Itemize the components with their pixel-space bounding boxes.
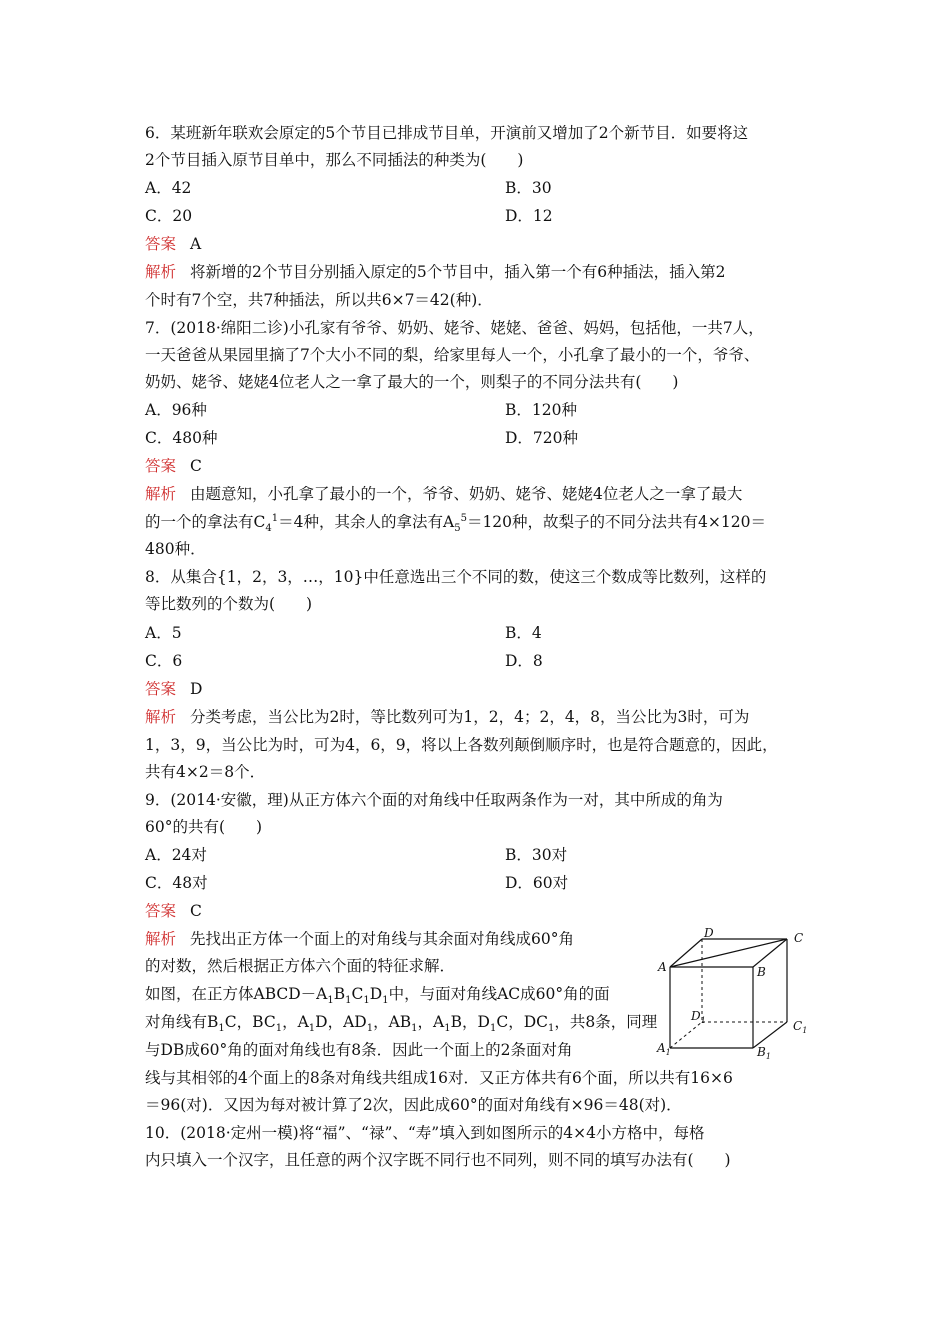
q8-stem-line2: 等比数列的个数为( ) [145,595,313,613]
q8-option-a: A．5 [145,624,182,642]
answer-value: A [190,235,202,253]
vertex-label-B: B [757,965,766,979]
q9-option-a: A．24对 [145,846,207,864]
answer-label: 答案 [145,902,177,920]
analysis-label: 解析 [145,263,177,281]
answer-value: D [190,680,203,698]
q9-analysis-line7: ＝96(对)．又因为每对被计算了2次，因此成60°的面对角线有×96＝48(对)． [145,1096,682,1114]
q7-stem-line1: 7．(2018·绵阳二诊)小孔家有爷爷、奶奶、姥爷、姥姥、爸爸、妈妈，包括他，一共7人， [145,319,764,337]
vertex-label-B1: $B_1$ [757,1045,771,1061]
q7-option-a: A．96种 [145,401,207,419]
superscript: 5 [460,512,467,524]
q6-stem-line2: 2个节目插入原节目单中，那么不同插法的种类为( ) [145,151,524,169]
cube-figure [654,924,814,1064]
q9-analysis-line3 [145,983,610,1005]
text: 对角线有B [145,1013,219,1031]
q6-option-a: A．42 [145,179,192,197]
analysis-label: 解析 [145,485,177,503]
subscript: 1 [308,1023,316,1035]
text: ＝120种，故梨子的不同分法共有4×120＝ [466,513,766,531]
q9-option-b: B．30对 [505,846,568,864]
subscript: 5 [454,523,461,535]
subscript: 1 [382,995,389,1007]
q9-stem-line2: 60°的共有( ) [145,818,263,836]
text: ＝4种，其余人的拿法有A [278,513,455,531]
q7-stem-line2: 一天爸爸从果园里摘了7个大小不同的梨，给家里每人一个，小孔拿了最小的一个，爷爷、 [145,346,760,364]
text: C [351,985,364,1003]
q8-option-b: B．4 [505,624,542,642]
text: 如图，在正方体ABCD－A [145,985,328,1003]
q9-analysis-line4 [145,1011,657,1033]
answer-value: C [190,457,202,475]
q7-option-b: B．120种 [505,401,577,419]
vertex-label-A: A [658,960,667,974]
subscript: 1 [345,995,352,1007]
vertex-label-D: D [704,926,714,940]
subscript: 4 [265,523,272,535]
q9-analysis-line2: 的对数，然后根据正方体六个面的特征求解． [145,957,456,975]
subscript: 1 [327,995,334,1007]
q8-analysis-line2: 1，3，9，当公比为时，可为4，6，9，将以上各数列颠倒顺序时，也是符合题意的，因此， [145,736,778,754]
answer-label: 答案 [145,457,177,475]
analysis-text: 分类考虑，当公比为2时，等比数列可为1，2，4；2，4，8，当公比为3时，可为 [190,708,750,726]
q9-stem-line1: 9．(2014·安徽，理)从正方体六个面的对角线中任取两条作为一对，其中所成的角为 [145,791,723,809]
q7-analysis-line2 [145,511,766,533]
subscript: 1 [275,1023,283,1035]
q7-option-d: D．720种 [505,429,579,447]
q8-stem-line1: 8．从集合{1，2，3，…，10}中任意选出三个不同的数，使这三个数成等比数列，这样的 [145,568,767,586]
vertex-label-C: C [794,931,804,945]
vertex-label-D1: $D_1$ [691,1009,706,1025]
q10-stem-line1: 10．(2018·定州一模)将“福”、“禄”、“寿”填入到如图所示的4×4小方格中，每格 [145,1124,705,1142]
subscript: 1 [363,995,370,1007]
q8-analysis-line3: 共有4×2＝8个． [145,763,266,781]
q7-answer [145,455,202,477]
q8-analysis-line1 [145,706,749,728]
analysis-text: 由题意知，小孔拿了最小的一个，爷爷、奶奶、姥爷、姥姥4位老人之一拿了最大 [190,485,743,503]
q9-option-d: D．60对 [505,874,569,892]
text: D [369,985,383,1003]
edge-A1D1 [670,1022,702,1048]
subscript: 1 [444,1023,451,1035]
q6-answer [145,233,201,255]
text: ，A [417,1013,445,1031]
text: C，BC [224,1013,276,1031]
q9-analysis-line5: 与DB成60°角的面对角线也有8条．因此一个面上的2条面对角 [145,1041,573,1059]
q8-option-c: C．6 [145,652,183,670]
subscript: 1 [366,1023,374,1035]
q6-option-b: B．30 [505,179,552,197]
text: D，AD [315,1013,367,1031]
text: 中，与面对角线AC成60°角的面 [388,985,610,1003]
answer-label: 答案 [145,235,177,253]
vertex-label-A1: $A_1$ [657,1041,671,1057]
answer-value: C [190,902,202,920]
q9-analysis-line6: 线与其相邻的4个面上的8条对角线共组成16对．又正方体共有6个面，所以共有16×6 [145,1069,733,1087]
q7-analysis-line1 [145,483,742,505]
q9-answer [145,900,202,922]
subscript: 1 [218,1023,225,1035]
q7-option-c: C．480种 [145,429,218,447]
q8-answer [145,678,202,700]
text: ，A [282,1013,309,1031]
analysis-text: 将新增的2个节目分别插入原定的5个节目中，插入第一个有6种插法，插入第2 [190,263,726,281]
answer-label: 答案 [145,680,177,698]
text: 的一个的拿法有C [145,513,266,531]
analysis-label: 解析 [145,930,177,948]
text: B，D [450,1013,490,1031]
text: B [333,985,346,1003]
text: C，DC [496,1013,548,1031]
q9-analysis-line1 [145,928,574,950]
vertex-label-C1: $C_1$ [793,1019,808,1035]
superscript: 1 [271,512,279,524]
analysis-text: 先找出正方体一个面上的对角线与其余面对角线成60°角 [190,930,574,948]
q6-analysis-line2: 个时有7个空，共7种插法，所以共6×7＝42(种)． [145,291,493,309]
subscript: 1 [547,1023,555,1035]
q6-option-d: D．12 [505,207,553,225]
q7-analysis-line3: 480种． [145,540,206,558]
q10-stem-line2: 内只填入一个汉字，且任意的两个汉字既不同行也不同列，则不同的填写办法有( ) [145,1151,731,1169]
analysis-label: 解析 [145,708,177,726]
q9-option-c: C．48对 [145,874,208,892]
q7-stem-line3: 奶奶、姥爷、姥姥4位老人之一拿了最大的一个，则梨子的不同分法共有( ) [145,373,679,391]
text: ，AB [373,1013,412,1031]
q8-option-d: D．8 [505,652,543,670]
q6-analysis-line1 [145,261,725,283]
subscript: 1 [411,1023,418,1035]
q6-option-c: C．20 [145,207,193,225]
subscript: 1 [489,1023,497,1035]
q6-stem-line1: 6．某班新年联欢会原定的5个节目已排成节目单，开演前又增加了2个新节目．如要将这 [145,124,749,142]
text: ，共8条，同理 [554,1013,658,1031]
